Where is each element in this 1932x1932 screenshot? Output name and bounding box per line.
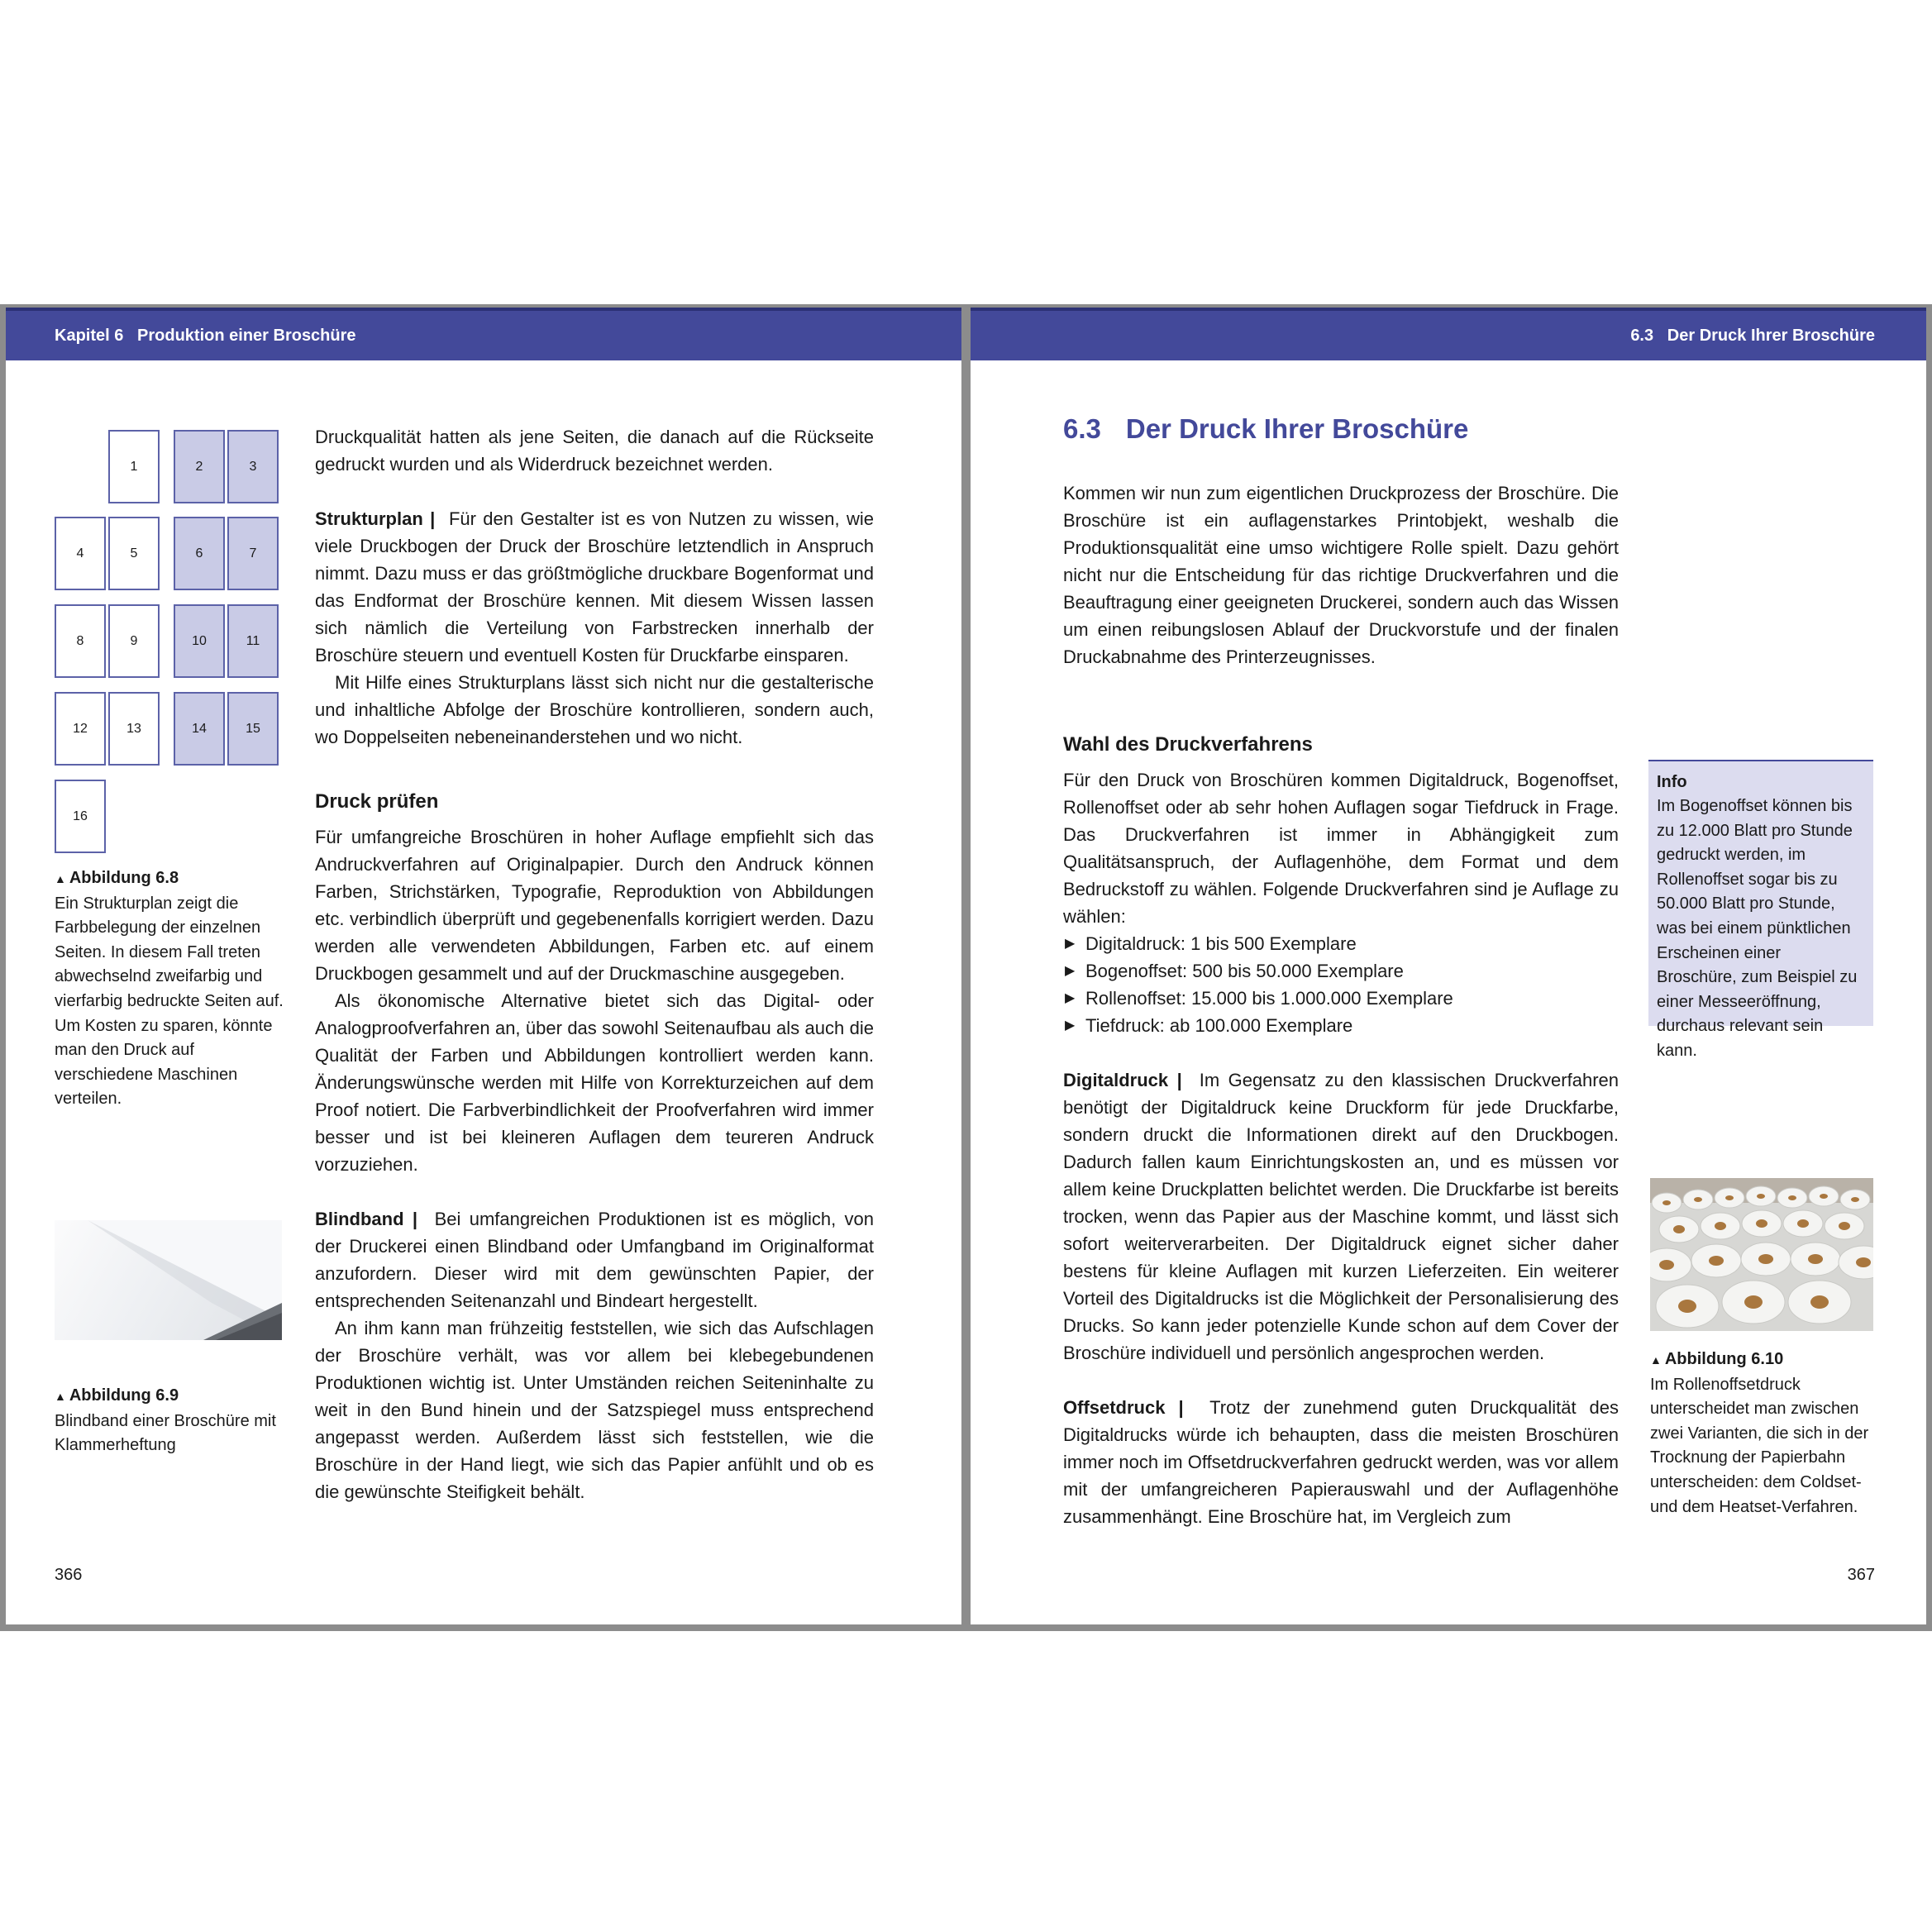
blindband-paragraph-2: An ihm kann man frühzeitig feststellen, wie sich das Aufschlagen der Broschüre verhält, was vor allem bei klebegebundenen Produktionen wichtig ist. Unter Umständen reichen Seiteninhalte zu weit in den Bund hinein und der Satzspiegel muss entsprechend angepasst werden. Außerdem lässt sich feststellen, wie die Broschüre in der Hand liegt, wie sich das Papier anfühlt und ob es die gewünschte Steifigkeit behält.	[315, 1318, 874, 1502]
digitaldruck-text: Im Gegensatz zu den klassischen Druckverfahren benötigt der Digitaldruck keine Druckform für jede Druckfarbe, sondern druckt die Informationen direkt auf den Druckbogen. Dadurch fallen kaum Einrichtungskosten an, und es müssen vor allem keine Druckplatten belichtet werden. Die Druckfarbe ist bereits trocken, wenn das Papier aus der Maschine kommt, und lässt sich sofort weiterverarbeiten. Der Digitaldruck eignet sicher daher bestens für kleine Auflagen mit kurzen Lieferzeiten. Ein weiterer Vorteil des Digitaldrucks ist die Möglichkeit der Personalisierung des Drucks. So kann jeder potenzielle Kunde schon auf dem Cover der Broschüre individuell und persönlich angesprochen werden.	[1063, 1070, 1619, 1363]
right-running-header	[971, 308, 1926, 360]
section-label	[1630, 311, 1875, 360]
continued-paragraph: Druckqualität hatten als jene Seiten, die danach auf die Rückseite gedruckt wurden und als Widerdruck bezeichnet werden.	[315, 427, 874, 475]
wahl-paragraph: Für den Druck von Broschüren kommen Digitaldruck, Bogenoffset, Rollenoffset oder ab sehr hohen Auflagen sogar Tiefdruck in Frage. Das Druckverfahren ist immer in Abhängigkeit zum Qualitätsanspruch, der Auflagenhöhe, dem Format und dem Bedruckstoff zu wählen. Folgende Druckverfahren sind je Auflage zu wählen:	[1063, 770, 1619, 927]
list-item-text: Digitaldruck: 1 bis 500 Exemplare	[1085, 933, 1357, 954]
plan-page-11: 11	[227, 604, 279, 678]
header-section-title: Der Druck Ihrer Broschüre	[1667, 327, 1875, 345]
figure-6-10-label-text: Abbildung 6.10	[1664, 1350, 1784, 1368]
section-number: 6.3	[1063, 413, 1101, 444]
left-page	[6, 308, 961, 1624]
figure-6-9-caption	[55, 1384, 286, 1458]
list-item-text: Bogenoffset: 500 bis 50.000 Exemplare	[1085, 961, 1404, 981]
druck-pruefen-heading: Druck prüfen	[315, 790, 439, 813]
chapter-number: Kapitel 6	[55, 327, 124, 345]
plan-page-16: 16	[55, 780, 106, 853]
blindband-photo	[55, 1220, 282, 1340]
strukturplan-runin: Strukturplan |	[315, 508, 436, 529]
triangle-right-icon: ▶	[1065, 937, 1076, 951]
triangle-up-icon: ▲	[55, 872, 66, 885]
plan-page-2: 2	[174, 430, 225, 503]
header-section-number: 6.3	[1630, 327, 1654, 345]
triangle-up-icon: ▲	[1650, 1353, 1662, 1367]
paper-rolls-illustration	[1650, 1178, 1873, 1331]
left-text-column	[315, 423, 874, 1505]
plan-page-1: 1	[108, 430, 160, 503]
info-text: Im Bogenoffset können bis zu 12.000 Blatt pro Stunde gedruckt werden, im Rollenoffset sogar bis zu 50.000 Blatt pro Stunde, was bei einem pünktlichen Erscheinen einer Broschüre, zum Beispiel zu einer Messeeröffnung, durchaus relevant sein kann.	[1657, 797, 1858, 1060]
triangle-right-icon: ▶	[1065, 1018, 1076, 1033]
paper-rolls-photo	[1650, 1178, 1873, 1331]
plan-page-14: 14	[174, 692, 225, 766]
list-item	[1063, 930, 1619, 957]
triangle-right-icon: ▶	[1065, 964, 1076, 978]
blindband-illustration	[55, 1220, 282, 1340]
plan-page-15: 15	[227, 692, 279, 766]
right-page	[971, 308, 1926, 1624]
figure-6-8-label-text: Abbildung 6.8	[69, 869, 179, 887]
figure-6-9-label-text: Abbildung 6.9	[69, 1386, 179, 1405]
plan-page-13: 13	[108, 692, 160, 766]
blindband-paragraph	[315, 1205, 874, 1314]
plan-page-6: 6	[174, 517, 225, 590]
list-item	[1063, 957, 1619, 985]
list-item-text: Tiefdruck: ab 100.000 Exemplare	[1085, 1015, 1353, 1036]
plan-page-7: 7	[227, 517, 279, 590]
book-spread	[0, 304, 1932, 1631]
plan-page-5: 5	[108, 517, 160, 590]
figure-6-8-text: Ein Strukturplan zeigt die Farbbelegung der einzelnen Seiten. In diesem Fall treten abwechselnd zweifarbig und vierfarbig bedruckte Seiten auf. Um Kosten zu sparen, könnte man den Druck auf verschiedene Maschinen verteilen.	[55, 894, 284, 1109]
strukturplan-paragraph-2: Mit Hilfe eines Strukturplans lässt sich nicht nur die gestalterische und inhaltliche Abfolge der Broschüre kontrollieren, sondern auch, wo Doppelseiten nebeneinanderstehen und wo nicht.	[315, 672, 874, 747]
druck-pruefen-paragraph-2: Als ökonomische Alternative bietet sich das Digital- oder Analogproofverfahren an, über das sowohl Seitenaufbau als auch die Qualität der Farben und Abbildungen kontrolliert werden kann. Änderungswünsche werden mit Hilfe von Korrekturzeichen auf dem Proof notiert. Die Farbverbindlichkeit der Proofverfahren wird immer besser und ist bei kleineren Auflagen dem teureren Andruck vorzuziehen.	[315, 990, 874, 1175]
figure-6-8-label	[55, 866, 286, 892]
figure-6-10-text: Im Rollenoffsetdruck unterscheidet man zwischen zwei Varianten, die sich in der Trocknung der Papierbahn unterscheiden: dem Coldset- und dem Heatset-Verfahren.	[1650, 1375, 1869, 1516]
section-title	[1063, 413, 1468, 445]
blindband-runin: Blindband |	[315, 1209, 417, 1229]
info-title: Info	[1657, 773, 1687, 791]
section-title-text: Der Druck Ihrer Broschüre	[1125, 413, 1469, 444]
offsetdruck-paragraph	[1063, 1394, 1619, 1530]
triangle-up-icon: ▲	[55, 1390, 66, 1403]
list-item	[1063, 985, 1619, 1012]
left-running-header	[6, 308, 961, 360]
right-text-column	[1063, 479, 1619, 1530]
list-item-text: Rollenoffset: 15.000 bis 1.000.000 Exemplare	[1085, 988, 1453, 1009]
chapter-title: Produktion einer Broschüre	[137, 327, 356, 345]
plan-page-9: 9	[108, 604, 160, 678]
druckverfahren-list	[1063, 930, 1619, 1039]
digitaldruck-runin: Digitaldruck |	[1063, 1070, 1182, 1090]
druck-pruefen-paragraph-1: Für umfangreiche Broschüren in hoher Auflage empfiehlt sich das Andruckverfahren auf Originalpapier. Durch den Andruck können Farben, Strichstärken, Typografie, Reproduktion von Abbildungen etc. verbindlich überprüft und gegebenenfalls korrigiert werden. Dazu werden alle verwendeten Abbildungen, Farben etc. auf einem Druckbogen gesammelt und auf der Druckmaschine ausgegeben.	[315, 827, 874, 984]
blindband-text: Bei umfangreichen Produktionen ist es möglich, von der Druckerei einen Blindband oder Umfangband im Originalformat anzufordern. Dieser wird mit dem gewünschten Papier, der entsprechenden Seitenanzahl und Bindeart hergestellt.	[315, 1209, 875, 1311]
intro-paragraph: Kommen wir nun zum eigentlichen Druckprozess der Broschüre. Die Broschüre ist ein auflagenstarkes Printobjekt, weshalb die Produktionsqualität eine umso wichtigere Rolle spielt. Dazu gehört nicht nur die Entscheidung für das richtige Druckverfahren und die Beauftragung einer geeigneten Druckerei, sondern auch das Wissen um einen reibungslosen Ablauf der Druckvorstufe und der finalen Druckabnahme des Printerzeugnisses.	[1063, 483, 1619, 667]
strukturplan-text: Für den Gestalter ist es von Nutzen zu wissen, wie viele Druckbogen der Druck der Broschüre letztendlich in Anspruch nimmt. Dazu muss er das größtmögliche druckbare Bogenformat und das Endformat der Broschüre kennen. Mit diesem Wissen lassen sich nämlich die Verteilung von Farbstrecken innerhalb der Broschüre steuern und eventuell Kosten für Druckfarbe einsparen.	[315, 508, 874, 665]
offsetdruck-text: Trotz der zunehmend guten Druckqualität des Digitaldrucks würde ich behaupten, dass die meisten Broschüren immer noch im Offsetdruckverfahren gedruckt werden, was vor allem mit der umfangreicheren Papierauswahl und der Auflagenhöhe zusammenhängt. Eine Broschüre hat, im Vergleich zum	[1063, 1397, 1619, 1527]
plan-page-3: 3	[227, 430, 279, 503]
page-number-right: 367	[1847, 1566, 1875, 1584]
plan-page-12: 12	[55, 692, 106, 766]
info-box	[1648, 760, 1873, 1060]
wahl-heading: Wahl des Druckverfahrens	[1063, 733, 1313, 756]
chapter-label	[55, 311, 356, 360]
plan-page-8: 8	[55, 604, 106, 678]
plan-page-10: 10	[174, 604, 225, 678]
triangle-right-icon: ▶	[1065, 991, 1076, 1005]
strukturplan-paragraph	[315, 505, 874, 669]
offsetdruck-runin: Offsetdruck |	[1063, 1397, 1184, 1418]
figure-6-9-text: Blindband einer Broschüre mit Klammerheftung	[55, 1411, 276, 1455]
page-number-left: 366	[55, 1566, 83, 1584]
digitaldruck-paragraph	[1063, 1066, 1619, 1367]
figure-6-9-label	[55, 1384, 286, 1410]
figure-6-8-caption	[55, 866, 286, 1112]
list-item	[1063, 1012, 1619, 1039]
plan-page-4: 4	[55, 517, 106, 590]
figure-6-10-caption	[1650, 1348, 1877, 1519]
figure-6-10-label	[1650, 1348, 1877, 1373]
